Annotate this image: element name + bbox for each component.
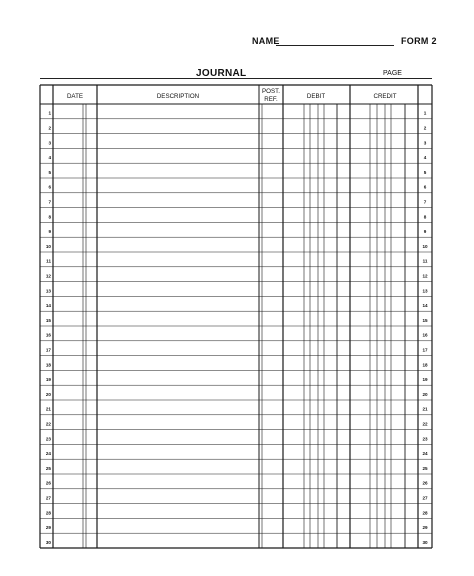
row-number-right: 8 bbox=[423, 214, 427, 220]
grid-lines bbox=[40, 85, 432, 548]
row-number-left: 14 bbox=[45, 303, 51, 309]
row-number-left: 26 bbox=[45, 480, 51, 486]
row-number-left: 27 bbox=[45, 495, 51, 501]
row-number-right: 19 bbox=[422, 377, 428, 383]
row-number-right: 11 bbox=[422, 258, 428, 264]
name-label: NAME bbox=[252, 36, 280, 46]
row-numbers bbox=[46, 111, 428, 545]
row-number-right: 4 bbox=[423, 155, 427, 161]
row-number-left: 3 bbox=[48, 140, 51, 146]
row-number-left: 16 bbox=[45, 332, 51, 338]
row-number-right: 9 bbox=[423, 229, 427, 235]
column-header-description: DESCRIPTION bbox=[156, 93, 200, 100]
row-number-right: 16 bbox=[422, 332, 428, 338]
row-number-left: 23 bbox=[45, 436, 51, 442]
row-number-right: 6 bbox=[423, 184, 427, 190]
row-number-right: 18 bbox=[422, 362, 428, 368]
row-number-right: 23 bbox=[422, 436, 428, 442]
row-number-left: 29 bbox=[45, 525, 51, 531]
row-number-left: 24 bbox=[45, 451, 51, 457]
row-number-left: 6 bbox=[48, 184, 51, 190]
form-number-label: FORM 2 bbox=[401, 36, 437, 46]
row-number-right: 20 bbox=[422, 391, 428, 397]
row-number-right: 17 bbox=[422, 347, 428, 353]
row-number-right: 10 bbox=[422, 243, 428, 249]
row-number-left: 15 bbox=[45, 317, 51, 323]
row-number-left: 9 bbox=[48, 229, 51, 235]
journal-title: JOURNAL bbox=[196, 68, 247, 79]
row-number-right: 27 bbox=[422, 495, 428, 501]
row-number-right: 2 bbox=[423, 125, 427, 131]
row-number-left: 30 bbox=[45, 539, 51, 545]
row-number-left: 2 bbox=[48, 125, 51, 131]
row-number-left: 4 bbox=[48, 155, 51, 161]
row-number-left: 21 bbox=[45, 406, 51, 412]
row-number-left: 19 bbox=[45, 377, 51, 383]
row-number-right: 26 bbox=[422, 480, 428, 486]
row-number-right: 28 bbox=[422, 510, 428, 516]
row-number-right: 30 bbox=[422, 539, 428, 545]
row-number-right: 3 bbox=[423, 140, 427, 146]
column-header-post-ref-line1: POST. bbox=[262, 88, 280, 95]
row-number-left: 7 bbox=[48, 199, 51, 205]
row-number-left: 1 bbox=[48, 110, 51, 116]
row-number-right: 14 bbox=[422, 303, 428, 309]
column-header-date: DATE bbox=[66, 93, 84, 100]
row-number-right: 7 bbox=[423, 199, 427, 205]
row-number-left: 12 bbox=[45, 273, 51, 279]
row-number-left: 28 bbox=[45, 510, 51, 516]
row-number-left: 8 bbox=[48, 214, 51, 220]
row-number-left: 13 bbox=[45, 288, 51, 294]
row-number-left: 17 bbox=[45, 347, 51, 353]
row-number-right: 21 bbox=[422, 406, 428, 412]
row-number-right: 25 bbox=[422, 465, 428, 471]
row-number-right: 1 bbox=[423, 110, 427, 116]
row-number-left: 5 bbox=[48, 169, 51, 175]
row-number-left: 20 bbox=[45, 391, 51, 397]
page-label: PAGE bbox=[383, 70, 402, 77]
column-header-post-ref-line2: REF. bbox=[264, 96, 278, 103]
row-number-left: 11 bbox=[46, 258, 51, 264]
row-number-right: 29 bbox=[422, 525, 428, 531]
column-header-credit: CREDIT bbox=[373, 93, 397, 100]
row-number-left: 25 bbox=[45, 465, 51, 471]
row-number-left: 18 bbox=[45, 362, 51, 368]
row-number-left: 22 bbox=[45, 421, 51, 427]
row-number-right: 15 bbox=[422, 317, 428, 323]
column-header-debit: DEBIT bbox=[306, 93, 326, 100]
row-number-right: 5 bbox=[423, 169, 427, 175]
row-number-right: 24 bbox=[422, 451, 428, 457]
row-number-right: 13 bbox=[422, 288, 428, 294]
row-number-right: 22 bbox=[422, 421, 428, 427]
row-number-left: 10 bbox=[45, 243, 51, 249]
row-number-right: 12 bbox=[422, 273, 428, 279]
